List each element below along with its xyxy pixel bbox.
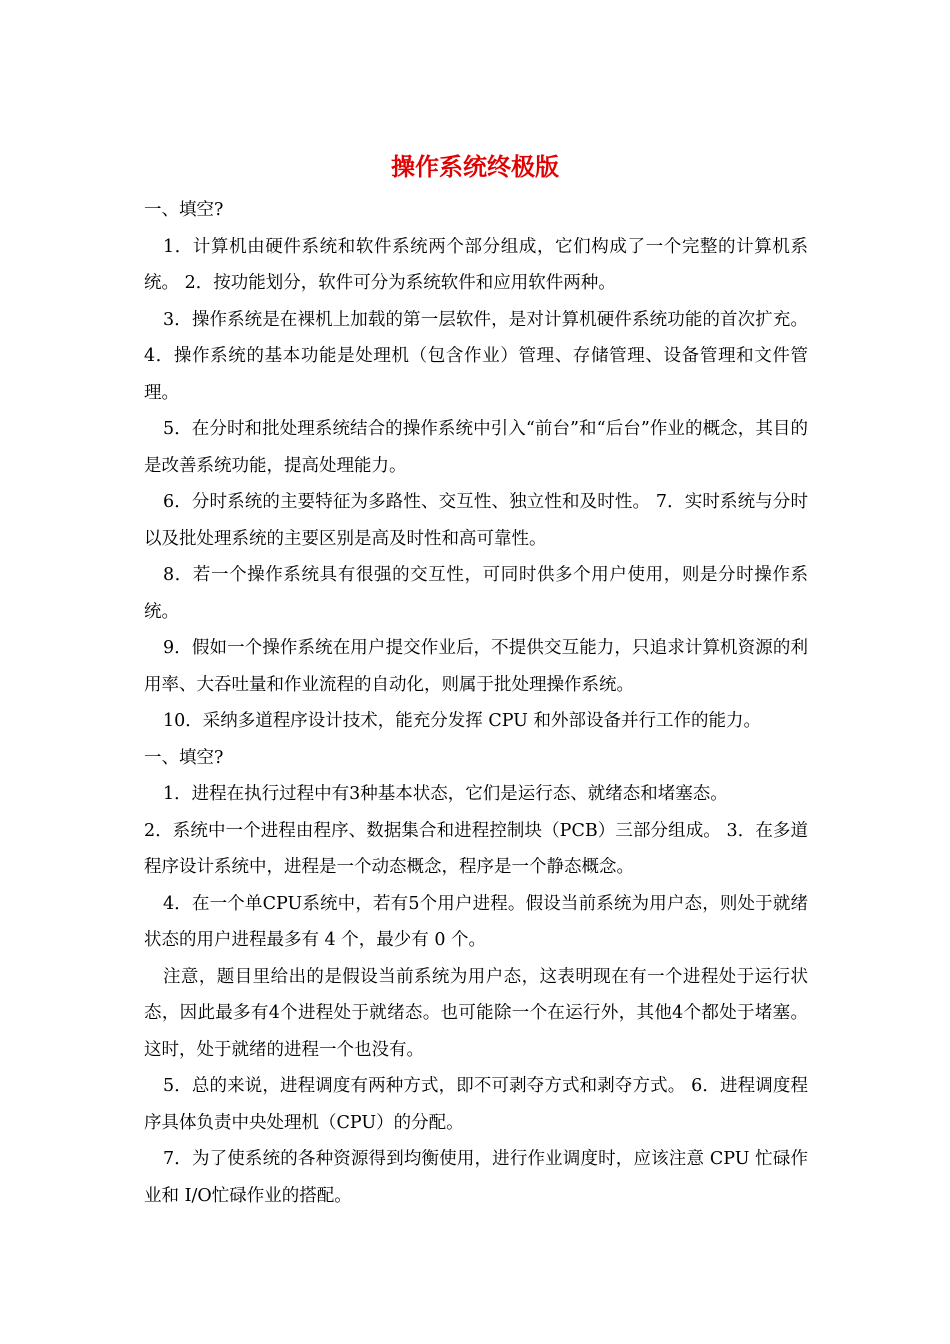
paragraph: 6．分时系统的主要特征为多路性、交互性、独立性和及时性。 7．实时系统与分时以及批处理系统的主要区别是高及时性和高可靠性。 [144,492,808,549]
paragraph: 8．若一个操作系统具有很强的交互性，可同时供多个用户使用，则是分时操作系统。 [144,565,808,622]
paragraph: 5．总的来说，进程调度有两种方式，即不可剥夺方式和剥夺方式。 6．进程调度程序具体负责中央处理机（CPU）的分配。 [144,1076,808,1133]
paragraph: 9．假如一个操作系统在用户提交作业后，不提供交互能力，只追求计算机资源的利用率、大吞吐量和作业流程的自动化，则属于批处理操作系统。 [144,638,808,695]
paragraph: 1．进程在执行过程中有3种基本状态，它们是运行态、就绪态和堵塞态。 [163,784,728,804]
paragraph: 7．为了使系统的各种资源得到均衡使用，进行作业调度时，应该注意 CPU 忙碌作业和 I/O忙碌作业的搭配。 [144,1149,808,1206]
paragraph: 10．采纳多道程序设计技术，能充分发挥 CPU 和外部设备并行工作的能力。 [163,711,761,731]
paragraph: 2．系统中一个进程由程序、数据集合和进程控制块（PCB）三部分组成。 3．在多道程序设计系统中，进程是一个动态概念，程序是一个静态概念。 [144,820,808,877]
document-title: 操作系统终极版 [391,153,559,181]
document-body [144,192,808,1214]
paragraph: 3．操作系统是在裸机上加载的第一层软件，是对计算机硬件系统功能的首次扩充。 4．操作系统的基本功能是处理机（包含作业）管理、存储管理、设备管理和文件管理。 [144,309,808,403]
paragraph: 注意，题目里给出的是假设当前系统为用户态，这表明现在有一个进程处于运行状态，因此最多有4个进程处于就绪态。也可能除一个在运行外，其他4个都处于堵塞。这时，处于就绪的进程一个也没有。 [144,966,808,1060]
section-heading: 一、填空? [144,200,224,220]
paragraph: 4．在一个单CPU系统中，若有5个用户进程。假设当前系统为用户态，则处于就绪状态的用户进程最多有 4 个，最少有 0 个。 [144,893,808,950]
paragraph: 1．计算机由硬件系统和软件系统两个部分组成，它们构成了一个完整的计算机系统。 2．按功能划分，软件可分为系统软件和应用软件两种。 [144,236,808,293]
section-heading: 一、填空? [144,747,224,768]
paragraph: 5．在分时和批处理系统结合的操作系统中引入“前台”和“后台”作业的概念，其目的是改善系统功能，提高处理能力。 [144,419,808,476]
